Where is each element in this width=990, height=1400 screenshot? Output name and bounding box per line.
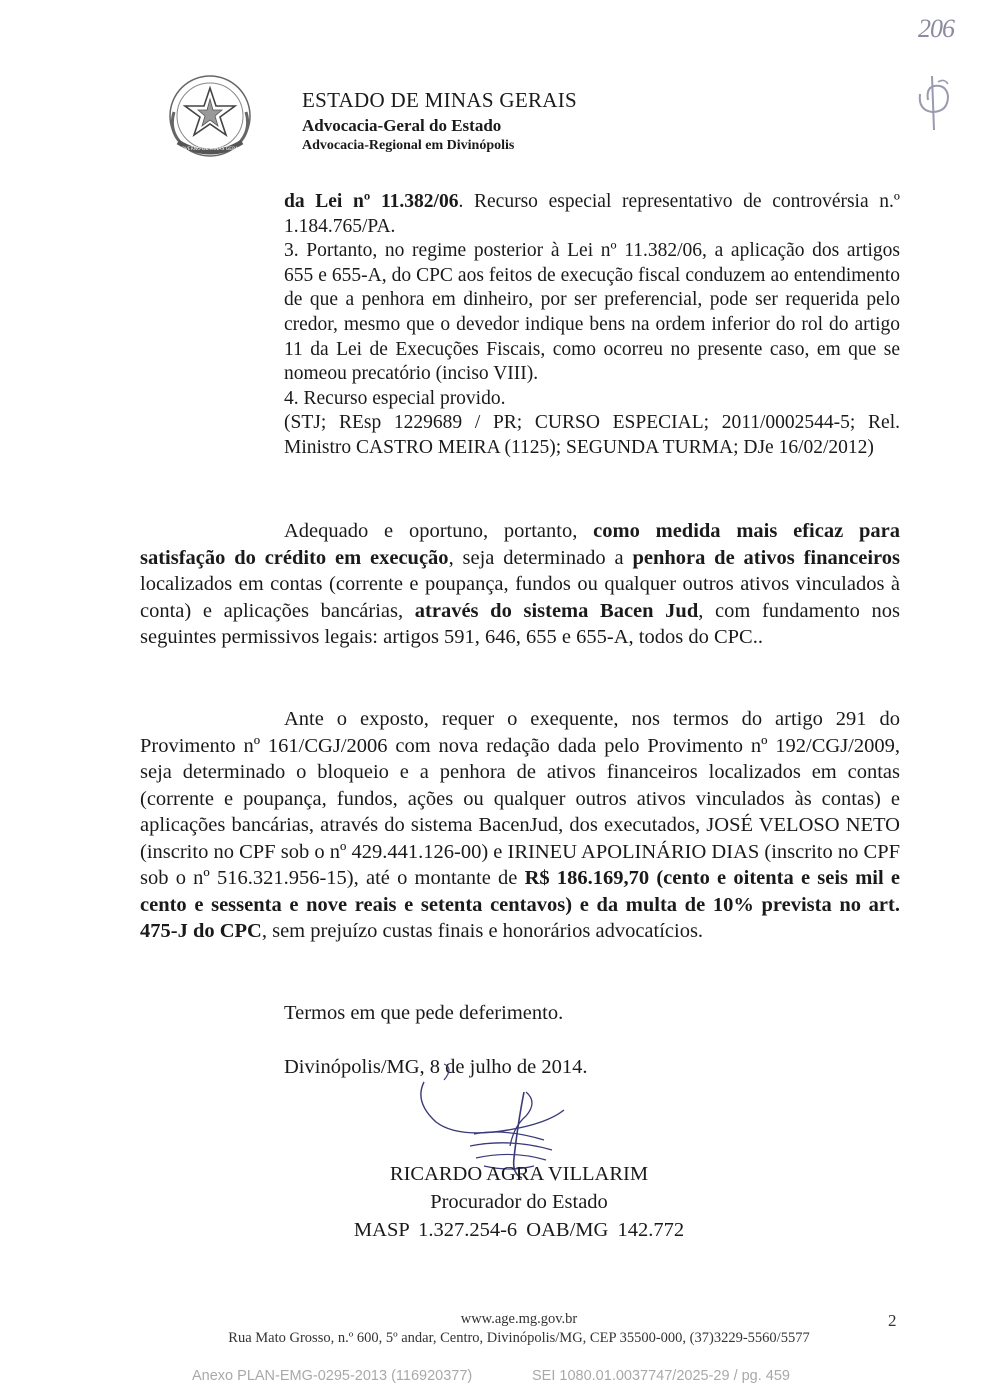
- signatory-name: RICARDO AGRA VILLARIM: [389, 1163, 649, 1185]
- header-subtitle: Advocacia-Geral do Estado: [302, 116, 502, 135]
- p2-bold-amount: R$ 186.169,70 (cento e oitenta e seis mil e cento e sessenta e nove reais e setenta centavos) e da multa de 10% prevista no art. 475-J do CPC: [140, 867, 900, 942]
- p2-text-2: , sem prejuízo custas finais e honorários advocatícios.: [261, 920, 704, 942]
- quote-first-line-text: . Recurso especial representativo de controvérsia n.º 1.184.765/PA.: [284, 191, 900, 237]
- header-unit: Advocacia-Regional em Divinópolis: [302, 138, 515, 153]
- p1-bold-2: penhora de ativos financeiros: [632, 546, 900, 569]
- quote-law-reference: da Lei nº 11.382/06: [284, 191, 459, 212]
- quote-first-line: [284, 190, 900, 239]
- p1-bold-3: através do sistema Bacen Jud: [414, 599, 699, 622]
- annex-stamp: Anexo PLAN-EMG-0295-2013 (116920377): [192, 1368, 473, 1384]
- sei-stamp: SEI 1080.01.0037747/2025-29 / pg. 459: [532, 1368, 790, 1384]
- footer-address: Rua Mato Grosso, n.º 600, 5º andar, Centro, Divinópolis/MG, CEP 35500-000, (37)3229-5560/5577: [228, 1330, 810, 1346]
- p1-text-3: localizados em contas (corrente e poupança, fundos ou qualquer outros ativos vinculados à conta) e aplicações bancárias,: [140, 573, 900, 622]
- closing-request: Termos em que pede deferimento.: [284, 1002, 564, 1024]
- handwritten-initial-mark: [912, 72, 956, 134]
- signatory-role: Procurador do Estado: [430, 1191, 608, 1213]
- p2-text-1: Ante o exposto, requer o exequente, nos termos do artigo 291 do Provimento nº 161/CGJ/2006 com nova redação dada pelo Provimento nº 192/CGJ/2009, seja determinado o bloqueio e a penhora de ativos financeiros localizados em contas (corrente e poupança, fundos, ações ou qualquer outros ativos vinculados às contas) e aplicações bancárias, através do sistema BacenJud, dos executados, JOSÉ VELOSO NETO (inscrito no CPF sob o nº 429.441.126-00) e IRINEU APOLINÁRIO DIAS (inscrito no CPF sob o nº 516.321.956-15), até o montante de: [140, 708, 900, 889]
- p1-text-4: , com fundamento nos seguintes permissivos legais: artigos 591, 646, 655 e 655-A, todos do CPC..: [140, 599, 900, 648]
- footer-website: www.age.mg.gov.br: [460, 1311, 578, 1327]
- place-and-date: Divinópolis/MG, 8 de julho de 2014.: [284, 1056, 588, 1078]
- paragraph-final-request: [140, 706, 900, 945]
- header-title: ESTADO DE MINAS GERAIS: [302, 88, 578, 112]
- quote-item-3: 3. Portanto, no regime posterior à Lei nº 11.382/06, a aplicação dos artigos 655 e 655-A, do CPC aos feitos de execução fiscal conduzem ao entendimento de que a penhora em dinheiro, por ser preferencial, pode ser requerida pelo credor, mesmo que o devedor indique bens na ordem inferior do rol do artigo 11 da Lei de Execuções Fiscais, como ocorreu no presente caso, em que se nomeou precatório (inciso VIII).: [284, 240, 900, 385]
- quote-item-4: 4. Recurso especial provido.: [284, 387, 506, 409]
- paragraph-bacenjud-request: [140, 518, 900, 651]
- quote-citation: (STJ; REsp 1229689 / PR; CURSO ESPECIAL; 2011/0002544-5; Rel. Ministro CASTRO MEIRA (1125); SEGUNDA TURMA; DJe 16/02/2012): [284, 412, 900, 458]
- state-seal-logo: [160, 72, 260, 164]
- seal-text: GOVERNO DE MINAS GERAIS: [177, 147, 243, 152]
- handwritten-page-number: 206: [918, 14, 954, 43]
- jurisprudence-quote: [284, 190, 900, 461]
- p1-text-1: Adequado e oportuno, portanto,: [284, 520, 594, 542]
- p1-bold-1: como medida mais eficaz para satisfação do crédito em execução: [140, 520, 900, 569]
- signatory-registration: MASP 1.327.254-6 OAB/MG 142.772: [353, 1219, 685, 1241]
- footer-page-number: 2: [888, 1311, 897, 1330]
- p1-text-2: , seja determinado a: [448, 546, 633, 569]
